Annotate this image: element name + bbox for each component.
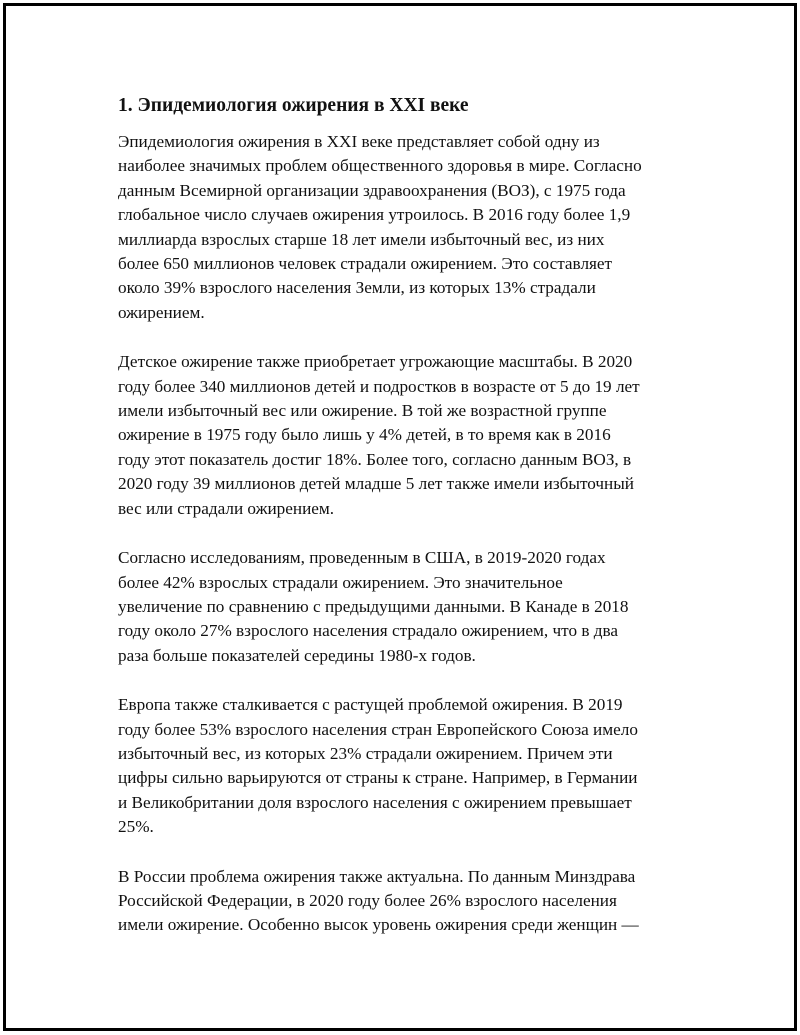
text-line: более 650 миллионов человек страдали ожирением. Это составляет [118, 254, 613, 274]
paragraph-2 [118, 350, 688, 521]
text-line: наиболее значимых проблем общественного здоровья в мире. Согласно [118, 156, 642, 176]
text-line: цифры сильно варьируются от страны к стране. Например, в Германии [118, 768, 638, 788]
text-line: Детское ожирение также приобретает угрожающие масштабы. В 2020 [118, 352, 633, 372]
section-heading: 1. Эпидемиология ожирения в XXI веке [118, 95, 469, 116]
text-line: вес или страдали ожирением. [118, 498, 335, 518]
text-line: Согласно исследованиям, проведенным в США, в 2019-2020 годах [118, 548, 606, 568]
text-line: данным Всемирной организации здравоохранения (ВОЗ), с 1975 года [118, 180, 626, 200]
text-line: Эпидемиология ожирения в XXI веке представляет собой одну из [118, 132, 600, 151]
paragraph-5 [118, 865, 688, 938]
text-line: году около 27% взрослого населения страдало ожирением, что в два [118, 621, 619, 641]
text-line: 25%. [118, 817, 154, 837]
text-line: увеличение по сравнению с предыдущими данными. В Канаде в 2018 [118, 596, 629, 616]
text-line: В России проблема ожирения также актуальна. По данным Минздрава [118, 866, 636, 886]
text-line: имели избыточный вес или ожирение. В той же возрастной группе [118, 401, 607, 421]
text-line: и Великобритании доля взрослого населения с ожирением превышает [118, 792, 632, 812]
text-line: избыточный вес, из которых 23% страдали ожирением. Причем эти [118, 743, 613, 763]
text-line: году более 53% взрослого населения стран Европейского Союза имело [118, 719, 638, 739]
text-line: ожирение в 1975 году было лишь у 4% детей, в то время как в 2016 [118, 425, 611, 445]
text-line: более 42% взрослых страдали ожирением. Это значительное [118, 572, 563, 592]
text-line: около 39% взрослого населения Земли, из которых 13% страдали [118, 278, 596, 298]
text-line: глобальное число случаев ожирения утроилось. В 2016 году более 1,9 [118, 205, 631, 225]
text-line: году более 340 миллионов детей и подростков в возрасте от 5 до 19 лет [118, 376, 640, 396]
document-body [118, 94, 688, 963]
text-line: 2020 году 39 миллионов детей младше 5 лет также имели избыточный [118, 474, 634, 494]
text-line: имели ожирение. Особенно высок уровень ожирения среди женщин — [118, 915, 639, 935]
text-line: миллиарда взрослых старше 18 лет имели избыточный вес, из них [118, 229, 605, 249]
text-line: Российской Федерации, в 2020 году более 26% взрослого населения [118, 890, 617, 910]
paragraph-4 [118, 693, 688, 839]
text-line: ожирением. [118, 302, 205, 322]
paragraph-3 [118, 546, 688, 668]
paragraph-1 [118, 130, 688, 325]
text-line: раза больше показателей середины 1980-х годов. [118, 645, 476, 665]
text-line: Европа также сталкивается с растущей проблемой ожирения. В 2019 [118, 695, 623, 715]
text-line: году этот показатель достиг 18%. Более того, согласно данным ВОЗ, в [118, 449, 632, 469]
